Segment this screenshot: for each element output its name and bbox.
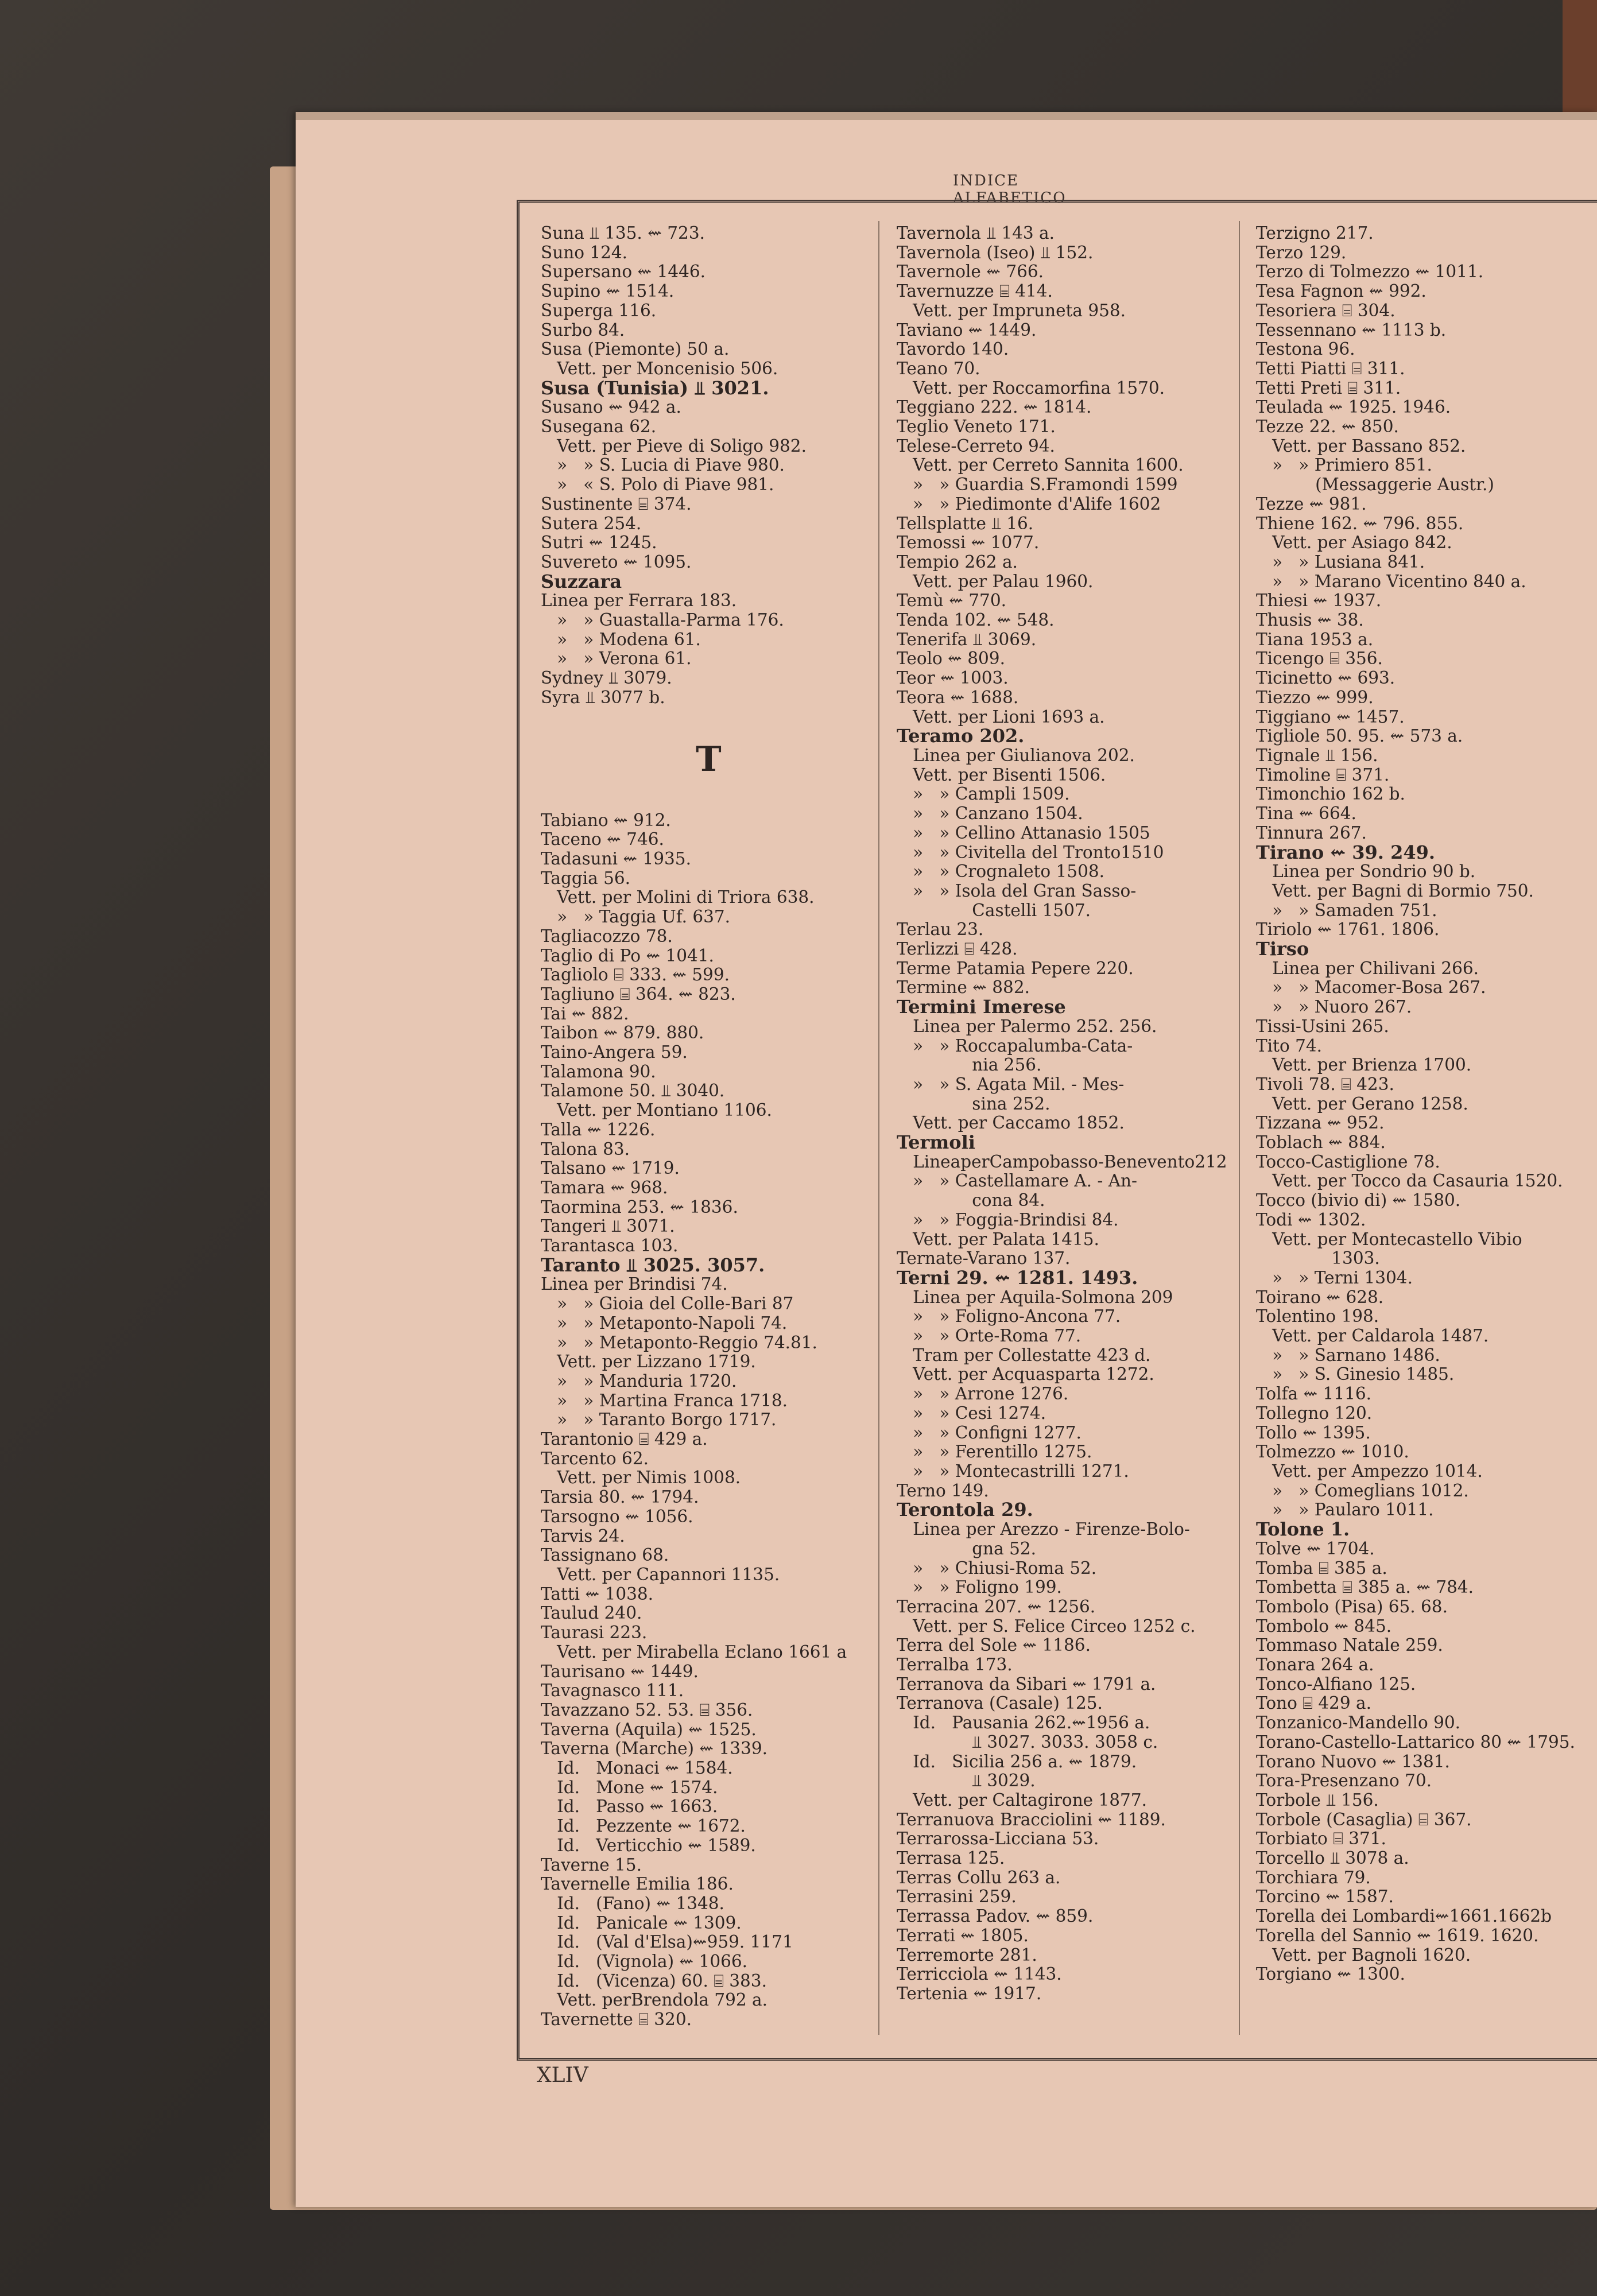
index-entry: Ticengo ⌸ 356. <box>1256 649 1383 669</box>
index-entry: » » Ferentillo 1275. <box>897 1442 1092 1462</box>
index-entry: Taverne 15. <box>541 1855 642 1875</box>
index-entry: » » Cellino Attanasio 1505 <box>897 823 1150 843</box>
index-entry: Tavazzano 52. 53. ⌸ 356. <box>541 1700 753 1720</box>
index-entry: Tinnura 267. <box>1256 823 1367 843</box>
index-entry: Tissi-Usini 265. <box>1256 1016 1389 1036</box>
index-entry: Syra ⫫ 3077 b. <box>541 687 665 707</box>
index-entry: Tollo ⇜ 1395. <box>1256 1422 1371 1442</box>
index-entry: » » Paularo 1011. <box>1256 1500 1434 1520</box>
index-entry: Superga 116. <box>541 300 657 320</box>
page-number: XLIV <box>537 2064 588 2087</box>
index-entry: » » Castellamare A. - An- <box>897 1171 1137 1191</box>
index-entry: Vett. per Gerano 1258. <box>1256 1093 1468 1114</box>
index-entry: » » Taggia Uf. 637. <box>541 907 731 927</box>
index-entry: Tolfa ⇜ 1116. <box>1256 1384 1372 1404</box>
index-entry: Tono ⌸ 429 a. <box>1256 1693 1372 1713</box>
index-entry: Tellsplatte ⫫ 16. <box>897 513 1034 533</box>
index-entry: Id. (Vignola) ⇜ 1066. <box>541 1952 748 1972</box>
index-entry: Temossi ⇜ 1077. <box>897 533 1040 553</box>
index-entry: » » Manduria 1720. <box>541 1371 737 1391</box>
index-entry: Torbiato ⌸ 371. <box>1256 1829 1386 1849</box>
index-column-1 <box>541 224 879 2030</box>
index-entry: Telese-Cerreto 94. <box>897 436 1055 456</box>
index-entry: » » Chiusi-Roma 52. <box>897 1558 1097 1578</box>
column-rule-2 <box>1239 221 1240 2035</box>
index-entry: » » Foggia-Brindisi 84. <box>897 1209 1119 1230</box>
index-entry: Supersano ⇜ 1446. <box>541 262 706 282</box>
index-entry: Toblach ⇜ 884. <box>1256 1133 1386 1153</box>
index-entry: Tiana 1953 a. <box>1256 629 1374 649</box>
index-entry: Suno 124. <box>541 242 628 262</box>
index-entry: Torbole (Casaglia) ⌸ 367. <box>1256 1809 1472 1829</box>
index-entry: Terranova (Casale) 125. <box>897 1693 1103 1713</box>
index-entry: Tai ⇜ 882. <box>541 1003 629 1023</box>
index-entry: sina 252. <box>897 1093 1051 1114</box>
index-entry: Tavernette ⌸ 320. <box>541 2010 692 2030</box>
index-entry: Tangeri ⫫ 3071. <box>541 1216 675 1236</box>
index-entry: Terni 29. ⇜ 1281. 1493. <box>897 1266 1138 1289</box>
index-entry: » » Metaponto-Napoli 74. <box>541 1313 788 1333</box>
index-entry: Vett. per Montiano 1106. <box>541 1100 772 1120</box>
index-entry: Tombetta ⌸ 385 a. ⇜ 784. <box>1256 1577 1474 1597</box>
index-column-3 <box>1256 224 1595 1984</box>
index-entry: Id. (Vicenza) 60. ⌸ 383. <box>541 1971 767 1991</box>
index-entry: Temù ⇜ 770. <box>897 591 1006 611</box>
index-entry: Vett. per S. Felice Circeo 1252 c. <box>897 1616 1196 1636</box>
index-entry: Id. Panicale ⇜ 1309. <box>541 1913 742 1933</box>
index-entry: Terras Collu 263 a. <box>897 1867 1061 1887</box>
index-entry: Id. Sicilia 256 a. ⇜ 1879. <box>897 1751 1137 1771</box>
section-letter: T <box>696 739 722 779</box>
index-entry: Tesa Fagnon ⇜ 992. <box>1256 281 1427 301</box>
index-entry: Vett. per Bassano 852. <box>1256 436 1466 456</box>
index-entry: Testona 96. <box>1256 339 1355 359</box>
index-entry: » » Terni 1304. <box>1256 1267 1413 1287</box>
index-entry: Tavordo 140. <box>897 339 1009 359</box>
book-cover-edge <box>1563 0 1597 115</box>
index-entry: Teano 70. <box>897 358 980 378</box>
index-entry: Id. Mone ⇜ 1574. <box>541 1777 718 1797</box>
index-entry: Linea per Sondrio 90 b. <box>1256 862 1476 882</box>
index-entry: Terno 149. <box>897 1480 989 1500</box>
index-entry: Tessennano ⇜ 1113 b. <box>1256 320 1447 340</box>
index-entry: Tavernola (Iseo) ⫫ 152. <box>897 242 1094 262</box>
index-entry: Termine ⇜ 882. <box>897 978 1030 998</box>
index-entry: Linea per Arezzo - Firenze-Bolo- <box>897 1519 1190 1539</box>
page-top-stripe <box>296 112 1597 120</box>
index-entry: Id. Monaci ⇜ 1584. <box>541 1758 733 1778</box>
index-entry: Linea per Giulianova 202. <box>897 745 1135 765</box>
index-entry: » » Sarnano 1486. <box>1256 1345 1440 1365</box>
index-entry: Torbole ⫫ 156. <box>1256 1790 1379 1810</box>
index-entry: Teglio Veneto 171. <box>897 417 1056 437</box>
index-entry: Vett. per Impruneta 958. <box>897 300 1126 320</box>
index-entry: LineaperCampobasso-Benevento212 <box>897 1151 1227 1172</box>
index-entry: Tivoli 78. ⌸ 423. <box>1256 1074 1394 1094</box>
index-entry: Tonco-Alfiano 125. <box>1256 1674 1416 1694</box>
index-entry: Tigliole 50. 95. ⇜ 573 a. <box>1256 726 1463 746</box>
index-entry: Vett. per Caldarola 1487. <box>1256 1326 1489 1346</box>
index-entry: Terlizzi ⌸ 428. <box>897 939 1018 959</box>
index-entry: Vett. per Palau 1960. <box>897 571 1094 591</box>
index-entry: Terlau 23. <box>897 920 984 940</box>
index-entry: Thiene 162. ⇜ 796. 855. <box>1256 513 1464 533</box>
index-entry: Tombolo ⇜ 845. <box>1256 1616 1392 1636</box>
index-entry: » » Isola del Gran Sasso- <box>897 881 1137 901</box>
index-entry: Vett. per Caccamo 1852. <box>897 1113 1125 1133</box>
index-entry: Tito 74. <box>1256 1035 1323 1056</box>
index-entry: Id. Pausania 262.⇜1956 a. <box>897 1713 1150 1733</box>
index-entry: Tizzana ⇜ 952. <box>1256 1113 1385 1133</box>
index-entry: Taviano ⇜ 1449. <box>897 320 1037 340</box>
index-entry: Id. Passo ⇜ 1663. <box>541 1797 718 1817</box>
index-entry: Terracina 207. ⇜ 1256. <box>897 1596 1096 1616</box>
index-entry: Tolone 1. <box>1256 1518 1350 1541</box>
index-entry: » » Modena 61. <box>541 629 701 649</box>
index-entry: » » Metaponto-Reggio 74.81. <box>541 1332 817 1352</box>
index-entry: Thiesi ⇜ 1937. <box>1256 591 1382 611</box>
index-entry: Terrasa 125. <box>897 1848 1005 1868</box>
index-entry: » » Martina Franca 1718. <box>541 1390 788 1410</box>
index-entry: Id. (Val d'Elsa)⇜959. 1171 <box>541 1932 793 1952</box>
index-entry: Tirso <box>1256 938 1309 960</box>
index-entry: Terontola 29. <box>897 1499 1033 1521</box>
index-entry: Vett. per Lioni 1693 a. <box>897 707 1105 727</box>
index-entry: Tolentino 198. <box>1256 1306 1379 1327</box>
index-entry: » » Marano Vicentino 840 a. <box>1256 571 1526 591</box>
index-entry: Vett. per Mirabella Eclano 1661 a <box>541 1642 847 1662</box>
index-entry: Tempio 262 a. <box>897 552 1018 572</box>
index-entry: Vett. per Montecastello Vibio <box>1256 1229 1522 1249</box>
index-entry: Toirano ⇜ 628. <box>1256 1287 1384 1307</box>
index-entry: Tezze ⇜ 981. <box>1256 494 1367 514</box>
index-entry: cona 84. <box>897 1190 1045 1211</box>
index-entry: Vett. per Pieve di Soligo 982. <box>541 436 807 456</box>
index-entry: Termoli <box>897 1131 975 1154</box>
index-entry: Tavernola ⫫ 143 a. <box>897 223 1055 243</box>
index-entry: Vett. per Brienza 1700. <box>1256 1055 1472 1075</box>
index-entry: » » Orte-Roma 77. <box>897 1326 1082 1346</box>
index-entry: Vett. per Roccamorfina 1570. <box>897 378 1165 398</box>
index-entry: » » Guardia S.Framondi 1599 <box>897 475 1178 495</box>
index-entry: Susegana 62. <box>541 417 657 437</box>
index-entry: » » Taranto Borgo 1717. <box>541 1410 777 1430</box>
index-entry: Tomba ⌸ 385 a. <box>1256 1558 1387 1578</box>
index-entry: Torano Nuovo ⇜ 1381. <box>1256 1751 1450 1771</box>
index-entry: » » Foligno 199. <box>897 1577 1062 1597</box>
index-entry: Tiggiano ⇜ 1457. <box>1256 707 1405 727</box>
index-entry: » » Roccapalumba-Cata- <box>897 1035 1133 1056</box>
index-entry: Sutera 254. <box>541 513 642 533</box>
index-entry: » » Piedimonte d'Alife 1602 <box>897 494 1161 514</box>
index-entry: Talsano ⇜ 1719. <box>541 1158 680 1178</box>
index-entry: Vett. per Bisenti 1506. <box>897 765 1106 785</box>
index-entry: Vett. per Palata 1415. <box>897 1229 1099 1249</box>
index-entry: Teramo 202. <box>897 725 1025 747</box>
index-entry: Terralba 173. <box>897 1655 1013 1675</box>
index-entry: Vett. per Acquasparta 1272. <box>897 1364 1154 1384</box>
index-entry: Susa (Tunisia) ⫫ 3021. <box>541 377 769 399</box>
index-column-2 <box>897 224 1235 2004</box>
index-entry: Taurisano ⇜ 1449. <box>541 1661 699 1681</box>
index-entry: Taglio di Po ⇜ 1041. <box>541 945 714 965</box>
index-entry: Terrati ⇜ 1805. <box>897 1925 1029 1945</box>
index-entry: Tetti Piatti ⌸ 311. <box>1256 358 1405 378</box>
index-entry: Tolmezzo ⇜ 1010. <box>1256 1442 1409 1462</box>
index-entry: Tavernole ⇜ 766. <box>897 262 1044 282</box>
index-entry: Tignale ⫫ 156. <box>1256 745 1378 765</box>
index-entry: Taulud 240. <box>541 1603 642 1623</box>
index-entry: Vett. per Caltagirone 1877. <box>897 1790 1147 1810</box>
index-entry: Tertenia ⇜ 1917. <box>897 1983 1042 2003</box>
index-entry: » » Montecastrilli 1271. <box>897 1461 1129 1481</box>
index-entry: Vett. per Lizzano 1719. <box>541 1352 756 1372</box>
index-entry: Tina ⇜ 664. <box>1256 804 1356 824</box>
index-entry: Taceno ⇜ 746. <box>541 829 664 850</box>
index-entry: Terra del Sole ⇜ 1186. <box>897 1635 1091 1655</box>
index-entry: Tagliacozzo 78. <box>541 926 673 946</box>
index-entry: » » Canzano 1504. <box>897 804 1083 824</box>
index-entry: Taino-Angera 59. <box>541 1042 688 1062</box>
index-entry: Terrarossa-Licciana 53. <box>897 1829 1099 1849</box>
index-entry: Torella dei Lombardi⇜1661.1662b <box>1256 1906 1552 1926</box>
index-entry: Vett. per Ampezzo 1014. <box>1256 1461 1483 1481</box>
index-entry: Talamone 50. ⫫ 3040. <box>541 1081 725 1101</box>
index-entry: Vett. per Moncenisio 506. <box>541 358 778 378</box>
running-head: INDICE ALFABETICO <box>953 172 1067 207</box>
index-entry: Tonzanico-Mandello 90. <box>1256 1713 1461 1733</box>
index-entry: Tavernuzze ⌸ 414. <box>897 281 1053 301</box>
index-entry: » » Arrone 1276. <box>897 1384 1069 1404</box>
index-entry: Sydney ⫫ 3079. <box>541 668 672 688</box>
index-entry: Tabiano ⇜ 912. <box>541 810 671 830</box>
index-entry: Ternate-Varano 137. <box>897 1248 1071 1269</box>
index-entry: Taranto ⫫ 3025. 3057. <box>541 1254 765 1276</box>
index-entry: » » Primiero 851. <box>1256 455 1432 475</box>
index-entry: Todi ⇜ 1302. <box>1256 1209 1366 1230</box>
index-entry: Tatti ⇜ 1038. <box>541 1584 654 1604</box>
index-entry: Termini Imerese <box>897 996 1066 1018</box>
index-entry: Tocco (bivio di) ⇜ 1580. <box>1256 1190 1461 1211</box>
index-entry: 1303. <box>1256 1248 1380 1269</box>
index-entry: Terrasini 259. <box>897 1887 1017 1907</box>
index-entry: Terrassa Padov. ⇜ 859. <box>897 1906 1094 1926</box>
index-entry: » » Gioia del Colle-Bari 87 <box>541 1294 794 1314</box>
index-entry: Id. Verticchio ⇜ 1589. <box>541 1835 756 1855</box>
index-entry: Taverna (Marche) ⇜ 1339. <box>541 1739 768 1759</box>
index-entry: Timonchio 162 b. <box>1256 784 1405 804</box>
index-entry: Tagliolo ⌸ 333. ⇜ 599. <box>541 965 730 985</box>
index-entry: » » S. Agata Mil. - Mes- <box>897 1074 1125 1094</box>
index-entry: Tiriolo ⇜ 1761. 1806. <box>1256 920 1440 940</box>
index-entry: Teulada ⇜ 1925. 1946. <box>1256 397 1451 417</box>
index-entry: Id. (Fano) ⇜ 1348. <box>541 1893 724 1913</box>
index-entry: » » Civitella del Tronto1510 <box>897 842 1164 862</box>
index-entry: Castelli 1507. <box>897 900 1091 920</box>
index-entry: Sustinente ⌸ 374. <box>541 494 692 514</box>
index-entry: Vett. perBrendola 792 a. <box>541 1990 768 2010</box>
index-entry: Tonara 264 a. <box>1256 1655 1374 1675</box>
index-entry: Torcello ⫫ 3078 a. <box>1256 1848 1409 1868</box>
index-entry: Tolve ⇜ 1704. <box>1256 1538 1375 1558</box>
index-entry: Vett. per Molini di Triora 638. <box>541 887 815 907</box>
index-entry: » » Foligno-Ancona 77. <box>897 1306 1121 1327</box>
index-entry: ⫫ 3029. <box>897 1771 1036 1791</box>
index-entry: Talona 83. <box>541 1139 630 1159</box>
index-entry: Tezze 22. ⇜ 850. <box>1256 417 1399 437</box>
index-entry: » » Campli 1509. <box>897 784 1070 804</box>
index-entry: » » Macomer-Bosa 267. <box>1256 978 1486 998</box>
index-entry: Vett. per Nimis 1008. <box>541 1468 741 1488</box>
index-entry: Torcino ⇜ 1587. <box>1256 1887 1394 1907</box>
index-entry: Tram per Collestatte 423 d. <box>897 1345 1151 1365</box>
index-entry: Taverna (Aquila) ⇜ 1525. <box>541 1719 757 1739</box>
index-entry: Tombolo (Pisa) 65. 68. <box>1256 1596 1448 1616</box>
index-entry: Torchiara 79. <box>1256 1867 1371 1887</box>
index-entry: Tarantasca 103. <box>541 1236 679 1256</box>
index-entry: » » Nuoro 267. <box>1256 997 1412 1017</box>
index-entry: Tavagnasco 111. <box>541 1681 684 1701</box>
index-entry: Terzigno 217. <box>1256 223 1374 243</box>
index-entry: » » Cesi 1274. <box>897 1403 1046 1423</box>
index-entry: Tarvis 24. <box>541 1526 625 1546</box>
index-entry: Tassignano 68. <box>541 1545 669 1565</box>
index-entry: Taibon ⇜ 879. 880. <box>541 1023 704 1043</box>
index-entry: » » Samaden 751. <box>1256 900 1437 920</box>
index-entry: Suna ⫫ 135. ⇜ 723. <box>541 223 705 243</box>
index-entry: Tavernelle Emilia 186. <box>541 1874 734 1894</box>
index-entry: Suzzara <box>541 570 622 592</box>
index-entry: Teggiano 222. ⇜ 1814. <box>897 397 1092 417</box>
index-entry: Terzo di Tolmezzo ⇜ 1011. <box>1256 262 1484 282</box>
index-entry: Talla ⇜ 1226. <box>541 1119 656 1139</box>
index-entry: Suvereto ⇜ 1095. <box>541 552 692 572</box>
index-entry: Tirano ⇜ 39. 249. <box>1256 841 1436 863</box>
index-entry: Terme Patamia Pepere 220. <box>897 958 1134 978</box>
index-entry: Tenda 102. ⇜ 548. <box>897 610 1055 630</box>
index-entry: Terranuova Bracciolini ⇜ 1189. <box>897 1809 1166 1829</box>
index-entry: gna 52. <box>897 1538 1037 1558</box>
index-entry: Tommaso Natale 259. <box>1256 1635 1443 1655</box>
index-entry: Tarcento 62. <box>541 1448 649 1468</box>
index-entry: Vett. per Bagni di Bormio 750. <box>1256 881 1534 901</box>
index-entry: Linea per Chilivani 266. <box>1256 958 1479 978</box>
index-entry: Tamara ⇜ 968. <box>541 1177 668 1197</box>
index-entry: Teor ⇜ 1003. <box>897 668 1009 688</box>
index-entry: Tarantonio ⌸ 429 a. <box>541 1429 708 1449</box>
index-entry: Torgiano ⇜ 1300. <box>1256 1964 1405 1984</box>
index-entry: Teora ⇜ 1688. <box>897 687 1019 707</box>
index-entry: » » Crognaleto 1508. <box>897 862 1104 882</box>
index-entry: Susa (Piemonte) 50 a. <box>541 339 730 359</box>
index-entry: Torano-Castello-Lattarico 80 ⇜ 1795. <box>1256 1732 1575 1752</box>
index-entry: Torella del Sannio ⇜ 1619. 1620. <box>1256 1925 1539 1945</box>
index-entry: Teolo ⇜ 809. <box>897 649 1005 669</box>
index-entry: » » Comeglians 1012. <box>1256 1480 1469 1500</box>
index-entry: Tiezzo ⇜ 999. <box>1256 687 1374 707</box>
index-entry: Surbo 84. <box>541 320 625 340</box>
index-entry: nia 256. <box>897 1055 1042 1075</box>
index-entry: Tocco-Castiglione 78. <box>1256 1151 1440 1172</box>
index-entry: Linea per Aquila-Solmona 209 <box>897 1287 1173 1307</box>
index-entry: Terremorte 281. <box>897 1945 1037 1965</box>
index-entry: Taggia 56. <box>541 868 631 888</box>
index-entry: Tesoriera ⌸ 304. <box>1256 300 1396 320</box>
index-entry: Vett. per Cerreto Sannita 1600. <box>897 455 1184 475</box>
index-entry: » « S. Polo di Piave 981. <box>541 475 774 495</box>
index-entry: Taormina 253. ⇜ 1836. <box>541 1197 738 1217</box>
index-entry: Vett. per Capannori 1135. <box>541 1565 780 1584</box>
index-entry: Tadasuni ⇜ 1935. <box>541 848 691 868</box>
index-entry: Vett. per Asiago 842. <box>1256 533 1452 553</box>
index-entry: Tagliuno ⌸ 364. ⇜ 823. <box>541 984 736 1004</box>
index-entry: Id. Pezzente ⇜ 1672. <box>541 1816 746 1836</box>
index-entry: Vett. per Tocco da Casauria 1520. <box>1256 1171 1563 1191</box>
index-entry: » » Guastalla-Parma 176. <box>541 610 784 630</box>
index-entry: (Messaggerie Austr.) <box>1256 475 1494 495</box>
index-entry: Supino ⇜ 1514. <box>541 281 675 301</box>
index-entry: Timoline ⌸ 371. <box>1256 765 1390 785</box>
index-entry: » » Lusiana 841. <box>1256 552 1425 572</box>
index-entry: Vett. per Bagnoli 1620. <box>1256 1945 1471 1965</box>
index-entry: Talamona 90. <box>541 1061 656 1081</box>
index-entry: Tora-Presenzano 70. <box>1256 1771 1432 1791</box>
index-entry: Tetti Preti ⌸ 311. <box>1256 378 1401 398</box>
index-entry: Tarsia 80. ⇜ 1794. <box>541 1487 699 1507</box>
index-entry: ⫫ 3027. 3033. 3058 c. <box>897 1732 1158 1752</box>
index-entry: » » S. Ginesio 1485. <box>1256 1364 1455 1384</box>
index-entry: Taurasi 223. <box>541 1623 648 1643</box>
index-entry: Ticinetto ⇜ 693. <box>1256 668 1396 688</box>
index-entry: » » Configni 1277. <box>897 1422 1082 1442</box>
index-entry: Tenerifa ⫫ 3069. <box>897 629 1037 649</box>
index-entry: Thusis ⇜ 38. <box>1256 610 1364 630</box>
index-entry: Linea per Ferrara 183. <box>541 591 737 611</box>
index-entry: Terzo 129. <box>1256 242 1347 262</box>
index-entry: Terranova da Sibari ⇜ 1791 a. <box>897 1674 1156 1694</box>
index-entry: Sutri ⇜ 1245. <box>541 533 657 553</box>
index-entry: Terricciola ⇜ 1143. <box>897 1964 1062 1984</box>
index-entry: Susano ⇜ 942 a. <box>541 397 681 417</box>
index-entry: Tarsogno ⇜ 1056. <box>541 1506 693 1526</box>
index-entry: » » Verona 61. <box>541 649 692 669</box>
index-entry: Tollegno 120. <box>1256 1403 1373 1423</box>
index-entry: Linea per Palermo 252. 256. <box>897 1016 1157 1036</box>
index-entry: » » S. Lucia di Piave 980. <box>541 455 785 475</box>
index-entry: Linea per Brindisi 74. <box>541 1274 728 1294</box>
